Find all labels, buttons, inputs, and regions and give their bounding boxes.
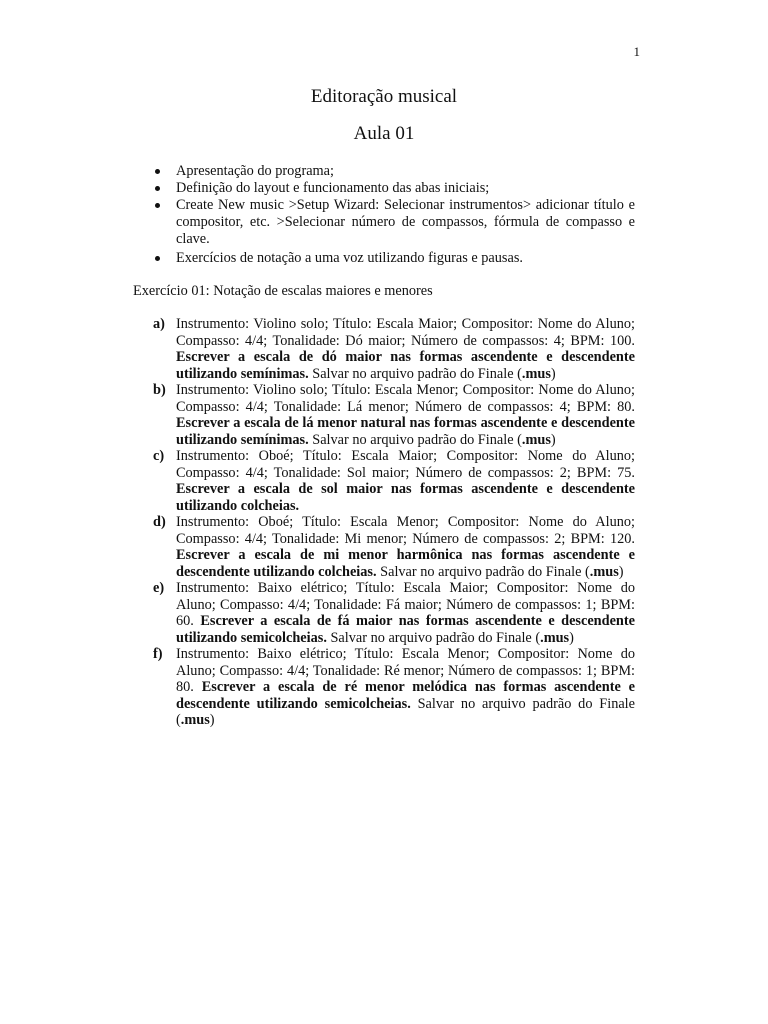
exercise-item	[153, 646, 635, 729]
exercise-info: Instrumento: Violino solo; Título: Escala Maior; Compositor: Nome do Aluno; Compasso: 4/4; Tonalidade: Dó maior; Número de compassos: 4; BPM: 100.	[176, 316, 635, 349]
exercise-info: Instrumento: Baixo elétrico; Título: Escala Menor; Compositor: Nome do Aluno; Compasso: 4/4; Tonalidade: Ré menor; Número de compassos: 1; BPM: 80.	[176, 646, 635, 695]
exercise-marker: a)	[153, 316, 165, 332]
topic-text: Definição do layout e funcionamento das abas iniciais;	[176, 180, 490, 196]
exercise-save-prefix: Salvar no arquivo padrão do Finale (	[380, 563, 590, 580]
topic-list	[153, 163, 635, 267]
exercise-marker: d)	[153, 514, 166, 530]
document-subtitle: Aula 01	[353, 123, 415, 144]
exercise-save-prefix: Salvar no arquivo padrão do Finale (	[176, 695, 636, 728]
topic-item	[153, 163, 635, 180]
exercise-save-prefix: Salvar no arquivo padrão do Finale (	[312, 431, 522, 448]
exercise-save-suffix: )	[209, 712, 215, 728]
exercise-save-prefix: Salvar no arquivo padrão do Finale (	[330, 629, 541, 646]
exercise-item	[153, 514, 635, 580]
bullet-icon	[155, 169, 160, 174]
bullet-icon	[155, 256, 160, 261]
topic-item	[153, 180, 635, 197]
topic-text: Create New music >Setup Wizard: Selecionar instrumentos> adicionar título e compositor, etc. >Selecionar número de compassos, fórmula de compasso e clave.	[176, 197, 635, 247]
exercise-item	[153, 448, 635, 514]
file-extension: .mus	[589, 563, 619, 580]
exercise-heading: Exercício 01: Notação de escalas maiores e menores	[133, 283, 433, 299]
exercise-instruction: Escrever a escala de dó maior nas formas ascendente e descendente utilizando semínimas.	[176, 349, 635, 382]
topic-text: Apresentação do programa;	[176, 163, 334, 179]
exercise-marker: f)	[153, 646, 163, 662]
topic-item	[153, 197, 635, 248]
exercise-info: Instrumento: Violino solo; Título: Escala Menor; Compositor: Nome do Aluno; Compasso: 4/4; Tonalidade: Lá menor; Número de compassos: 4; BPM: 80.	[176, 382, 635, 415]
exercise-marker: c)	[153, 448, 165, 464]
exercise-list	[153, 316, 635, 729]
exercise-marker: b)	[153, 382, 166, 398]
page-number: 1	[633, 44, 640, 59]
exercise-info: Instrumento: Oboé; Título: Escala Menor; Compositor: Nome do Aluno; Compasso: 4/4; Tonalidade: Mi menor; Número de compassos: 2; BPM: 120.	[176, 514, 635, 547]
exercise-item	[153, 316, 635, 382]
topic-text: Exercícios de notação a uma voz utilizando figuras e pausas.	[176, 250, 523, 266]
exercise-marker: e)	[153, 580, 165, 596]
file-extension: .mus	[540, 629, 570, 646]
document-title: Editoração musical	[310, 86, 458, 107]
exercise-instruction: Escrever a escala de fá maior nas formas ascendente e descendente utilizando semicolcheias.	[176, 613, 635, 646]
exercise-item	[153, 382, 635, 448]
topic-item	[153, 250, 635, 267]
exercise-instruction: Escrever a escala de ré menor melódica nas formas ascendente e descendente utilizando semicolcheias.	[176, 679, 635, 712]
file-extension: .mus	[521, 365, 551, 382]
file-extension: .mus	[180, 712, 210, 728]
exercise-instruction: Escrever a escala de lá menor natural nas formas ascendente e descendente utilizando semínimas.	[176, 415, 635, 448]
exercise-instruction: Escrever a escala de sol maior nas formas ascendente e descendente utilizando colcheias.	[176, 481, 635, 514]
exercise-save-suffix: )	[550, 431, 556, 448]
file-extension: .mus	[521, 431, 551, 448]
exercise-info: Instrumento: Baixo elétrico; Título: Escala Maior; Compositor: Nome do Aluno; Compasso: 4/4; Tonalidade: Fá maior; Número de compassos: 1; BPM: 60.	[176, 580, 635, 629]
bullet-icon	[155, 186, 160, 191]
bullet-icon	[155, 203, 160, 208]
exercise-item	[153, 580, 635, 646]
exercise-save-prefix: Salvar no arquivo padrão do Finale (	[312, 365, 522, 382]
exercise-info: Instrumento: Oboé; Título: Escala Maior; Compositor: Nome do Aluno; Compasso: 4/4; Tonalidade: Sol maior; Número de compassos: 2; BPM: 75.	[176, 448, 635, 481]
exercise-save-suffix: )	[569, 629, 574, 646]
exercise-save-suffix: )	[618, 563, 624, 580]
exercise-instruction: Escrever a escala de mi menor harmônica nas formas ascendente e descendente utilizando colcheias.	[176, 547, 635, 580]
exercise-save-suffix: )	[550, 365, 556, 382]
